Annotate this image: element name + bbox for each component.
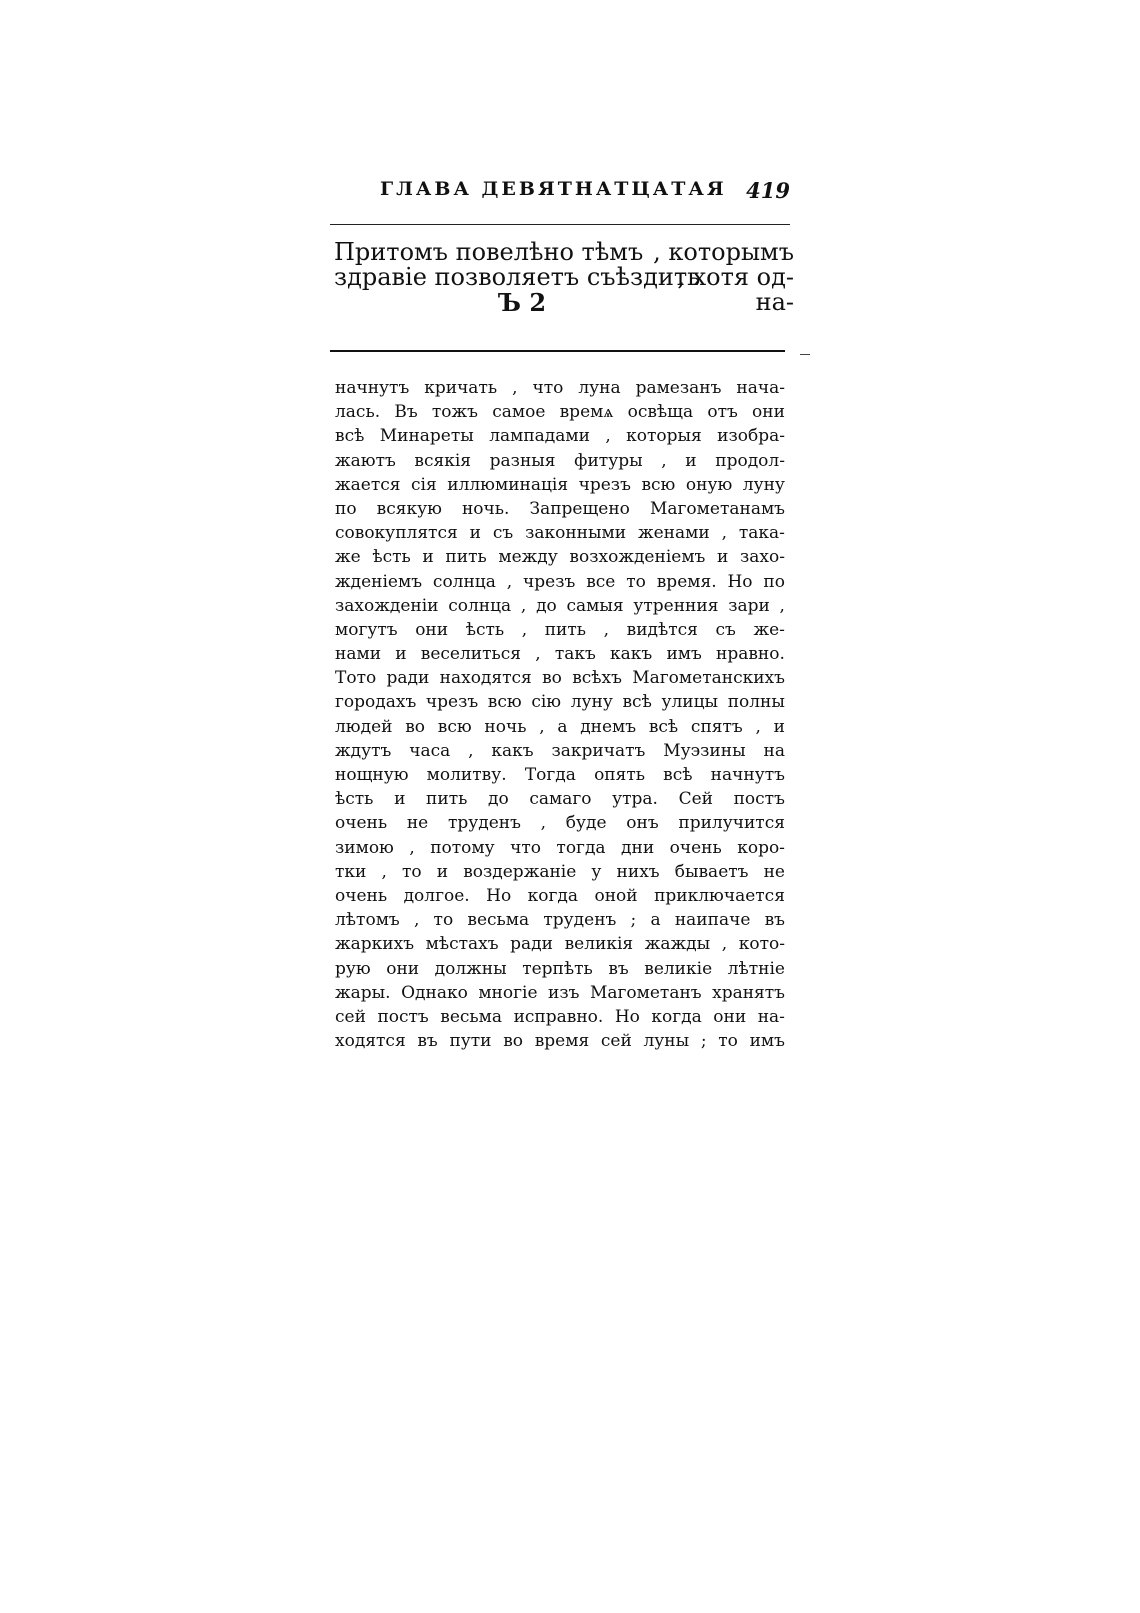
word: всю: [641, 474, 676, 495]
word: ѣсть: [335, 789, 374, 810]
word: начнутъ: [710, 765, 785, 785]
word: ,: [661, 450, 667, 471]
word: очень: [669, 837, 722, 858]
word: ,: [512, 378, 518, 398]
word: Тогда: [524, 765, 576, 785]
word: Магометанамъ: [649, 498, 785, 519]
word: разныя: [489, 450, 556, 471]
body-line: [335, 666, 785, 690]
word: весьма: [467, 910, 530, 931]
section-rule: [330, 350, 785, 352]
word: которыя: [626, 426, 702, 447]
word: самое: [492, 402, 546, 423]
word: и: [422, 547, 434, 568]
word: имъ: [749, 1031, 785, 1052]
header-rule: [330, 224, 790, 225]
word: Однако: [401, 982, 468, 1003]
word: людей: [335, 716, 393, 737]
word: во: [503, 1031, 524, 1052]
word: дни: [621, 837, 655, 858]
word: когда: [651, 1006, 702, 1027]
word: нача-: [736, 378, 785, 398]
word: ходятся: [335, 1031, 406, 1052]
word: жденіемъ: [335, 571, 423, 592]
word: ,: [381, 861, 387, 882]
word: изъ: [548, 982, 580, 1003]
word: захо-: [739, 547, 785, 568]
word: труденъ: [543, 910, 617, 931]
word: луну: [742, 474, 785, 495]
word: всѣхъ: [572, 668, 622, 689]
word: то: [433, 910, 454, 931]
word: захожденіи: [335, 595, 439, 616]
word: жается: [335, 474, 401, 495]
word: прилучится: [678, 813, 785, 834]
word: всю: [437, 716, 472, 737]
word: бываетъ: [674, 861, 749, 882]
word: утренния: [633, 595, 719, 616]
word: Сей: [678, 789, 713, 810]
word: ;: [700, 1031, 707, 1052]
word: коро-: [737, 837, 785, 858]
word: у: [591, 861, 602, 882]
word: и: [773, 716, 785, 737]
word: терпѣть: [522, 958, 593, 979]
word: приключается: [654, 885, 785, 906]
word: съ: [492, 523, 514, 544]
word: и: [685, 450, 697, 471]
word: ,: [535, 644, 541, 665]
rule-mark: [800, 354, 810, 355]
word: какъ: [610, 644, 653, 665]
word: они: [415, 619, 449, 640]
word: очень: [335, 885, 388, 906]
word: Запрещено: [529, 498, 630, 519]
word: закричатъ: [551, 740, 646, 761]
word: полны: [727, 692, 785, 713]
word: ѣсть: [465, 619, 505, 640]
word: лампадами: [489, 426, 590, 447]
word: и: [436, 861, 449, 882]
line-text-end: , хотя од-: [677, 263, 794, 291]
word: до: [536, 595, 557, 616]
word: солнца: [448, 595, 512, 616]
word: во: [542, 668, 562, 689]
word: очень: [335, 813, 388, 834]
word: на-: [757, 1006, 785, 1027]
word: времѧ: [559, 402, 614, 423]
word: ночь: [484, 716, 527, 737]
signature-line: [334, 290, 794, 315]
word: они: [386, 958, 420, 979]
body-line: [335, 642, 785, 666]
word: и: [469, 523, 481, 544]
word: въ: [608, 958, 629, 979]
word: зимою: [335, 837, 394, 858]
word: ,: [409, 837, 415, 858]
word: ,: [520, 595, 527, 616]
word: съ: [715, 619, 736, 640]
line-text: здравіе позволяетъ съѣздить: [334, 263, 701, 291]
word: спятъ: [690, 716, 743, 737]
word: сей: [600, 1031, 632, 1052]
word: жаютъ: [335, 450, 396, 471]
word: мѣстахъ: [425, 934, 499, 955]
word: ;: [630, 910, 637, 931]
body-line: [335, 570, 785, 594]
word: всѣ: [335, 426, 365, 447]
word: продол-: [715, 450, 785, 471]
body-line: [335, 690, 785, 714]
word: луну: [570, 692, 613, 713]
word: буде: [565, 813, 607, 834]
word: то: [626, 571, 646, 592]
line-text-end: , которымъ: [653, 238, 794, 266]
word: пить: [544, 619, 587, 640]
word: Въ: [394, 402, 418, 423]
word: весьма: [440, 1006, 503, 1027]
word: и: [394, 789, 406, 810]
word: женами: [637, 523, 710, 544]
word: веселиться: [420, 644, 522, 665]
word: рамезанъ: [635, 378, 722, 398]
line-text: Притомъ повелѣно тѣмъ: [334, 238, 644, 266]
page-number: 419: [746, 178, 790, 203]
word: ради: [386, 668, 430, 689]
body-line: [335, 594, 785, 618]
word: нами: [335, 644, 382, 665]
body-line: [335, 957, 785, 981]
word: часа: [409, 740, 451, 761]
body-line: [335, 860, 785, 884]
word: великія: [564, 934, 634, 955]
word: жары.: [335, 982, 391, 1003]
word: днемъ: [580, 716, 637, 737]
word: труденъ: [447, 813, 521, 834]
body-line: [335, 497, 785, 521]
word: ,: [721, 934, 728, 955]
body-line: [335, 400, 785, 424]
body-line: [335, 1029, 785, 1053]
word: улицы: [661, 692, 719, 713]
word: сію: [531, 692, 562, 713]
word: солнца: [432, 571, 496, 592]
word: и: [395, 644, 407, 665]
word: иллюминація: [447, 474, 569, 495]
word: совокуплятся: [335, 523, 458, 544]
upper-text-fragment: [334, 240, 794, 315]
word: чрезъ: [523, 571, 576, 592]
word: ѣсть: [372, 547, 411, 568]
body-line: [335, 932, 785, 956]
word: утра.: [612, 789, 658, 810]
word: постъ: [733, 789, 785, 810]
word: Но: [486, 885, 512, 906]
word: пить: [445, 547, 487, 568]
word: имъ: [666, 644, 702, 665]
word: потому: [430, 837, 495, 858]
word: и: [717, 547, 729, 568]
word: ,: [413, 910, 420, 931]
word: ради: [510, 934, 553, 955]
text-line: [334, 265, 794, 290]
word: они: [713, 1006, 747, 1027]
body-line: [335, 618, 785, 642]
word: въ: [417, 1031, 438, 1052]
word: по: [763, 571, 785, 592]
word: чрезъ: [578, 474, 631, 495]
body-line: [335, 836, 785, 860]
word: оной: [594, 885, 638, 906]
word: Минареты: [379, 426, 474, 447]
word: всѣ: [663, 765, 693, 785]
word: что: [510, 837, 541, 858]
word: онъ: [626, 813, 659, 834]
word: находятся: [439, 668, 532, 689]
word: ,: [468, 740, 474, 761]
word: не: [763, 861, 785, 882]
word: всѣ: [622, 692, 652, 713]
signature-mark: Ъ 2: [498, 288, 547, 317]
word: кричать: [424, 378, 498, 398]
word: нихъ: [616, 861, 660, 882]
word: городахъ: [335, 692, 417, 713]
body-line: [335, 908, 785, 932]
word: ждутъ: [335, 740, 392, 761]
word: всякія: [414, 450, 472, 471]
word: ,: [721, 523, 727, 544]
word: время: [534, 1031, 590, 1052]
word: отъ: [707, 402, 738, 423]
word: нравно.: [716, 644, 785, 665]
word: самыя: [566, 595, 624, 616]
word: на: [763, 740, 785, 761]
body-line: [335, 545, 785, 569]
word: а: [557, 716, 568, 737]
word: же-: [753, 619, 785, 640]
word: пить: [426, 789, 468, 810]
word: ,: [506, 571, 513, 592]
word: тогда: [556, 837, 606, 858]
word: молитву.: [426, 765, 507, 785]
word: же: [335, 547, 361, 568]
word: законными: [525, 523, 627, 544]
word: великіе: [644, 958, 713, 979]
word: всю: [487, 692, 522, 713]
word: опять: [594, 765, 646, 785]
body-line: [335, 981, 785, 1005]
word: Тото: [335, 668, 377, 689]
word: изобра-: [717, 426, 785, 447]
catchword: на-: [755, 288, 794, 316]
word: всякую: [376, 498, 442, 519]
word: исправно.: [513, 1006, 604, 1027]
word: наипаче: [674, 910, 751, 931]
word: ,: [521, 619, 528, 640]
word: могутъ: [335, 619, 398, 640]
word: они: [752, 402, 785, 423]
word: лѣтніе: [727, 958, 785, 979]
word: освѣща: [627, 402, 694, 423]
word: ночь.: [461, 498, 510, 519]
word: зари: [728, 595, 770, 616]
body-line: [335, 763, 785, 787]
word: рую: [335, 958, 371, 979]
page-header: [330, 178, 790, 208]
word: начнутъ: [335, 378, 410, 398]
body-line: [335, 739, 785, 763]
body-line: [335, 473, 785, 497]
word: сей: [335, 1006, 366, 1027]
word: во: [405, 716, 426, 737]
word: постъ: [377, 1006, 429, 1027]
word: ,: [539, 716, 545, 737]
word: воздержаніе: [463, 861, 577, 882]
word: нощную: [335, 765, 409, 785]
word: что: [532, 378, 564, 398]
word: лѣтомъ: [335, 910, 400, 931]
word: хранятъ: [712, 982, 785, 1003]
word: по: [335, 498, 357, 519]
word: Но: [727, 571, 753, 592]
word: чрезъ: [425, 692, 479, 713]
word: оную: [685, 474, 733, 495]
body-line: [335, 449, 785, 473]
word: Магометанскихъ: [632, 668, 785, 689]
word: а: [650, 910, 661, 931]
word: между: [498, 547, 558, 568]
body-line: [335, 884, 785, 908]
word: въ: [764, 910, 785, 931]
word: когда: [527, 885, 579, 906]
word: пути: [449, 1031, 492, 1052]
running-title: ГЛАВА ДЕВЯТНАТЦАТАЯ: [380, 178, 727, 200]
word: то: [718, 1031, 738, 1052]
body-line: [335, 521, 785, 545]
word: должны: [434, 958, 507, 979]
body-line: [335, 787, 785, 811]
word: фитуры: [574, 450, 643, 471]
word: то: [402, 861, 422, 882]
word: такъ: [554, 644, 596, 665]
text-line: [334, 240, 794, 265]
word: долгое.: [403, 885, 470, 906]
word: сія: [411, 474, 437, 495]
word: самаго: [529, 789, 592, 810]
word: Магометанъ: [589, 982, 702, 1003]
word: ,: [540, 813, 547, 834]
word: така-: [738, 523, 785, 544]
body-line: [335, 1005, 785, 1029]
word: всѣ: [648, 716, 679, 737]
word: жажды: [644, 934, 711, 955]
word: ,: [605, 426, 611, 447]
word: тожъ: [431, 402, 478, 423]
body-line: [335, 715, 785, 739]
word: лась.: [335, 402, 381, 423]
body-line: [335, 811, 785, 835]
word: луны: [643, 1031, 690, 1052]
word: не: [406, 813, 429, 834]
word: тки: [335, 861, 367, 882]
word: луна: [578, 378, 621, 398]
word: ,: [755, 716, 761, 737]
word: все: [586, 571, 616, 592]
body-line: [335, 424, 785, 448]
word: жаркихъ: [335, 934, 415, 955]
body-text: [335, 376, 785, 1053]
word: до: [487, 789, 509, 810]
word: Муэзины: [663, 740, 746, 761]
word: ,: [779, 595, 785, 616]
word: Но: [614, 1006, 640, 1027]
word: какъ: [491, 740, 534, 761]
word: возхожденіемъ: [569, 547, 706, 568]
word: ,: [603, 619, 610, 640]
word: кото-: [738, 934, 785, 955]
body-line: [335, 376, 785, 400]
word: видѣтся: [626, 619, 698, 640]
word: многіе: [478, 982, 538, 1003]
word: время.: [656, 571, 717, 592]
